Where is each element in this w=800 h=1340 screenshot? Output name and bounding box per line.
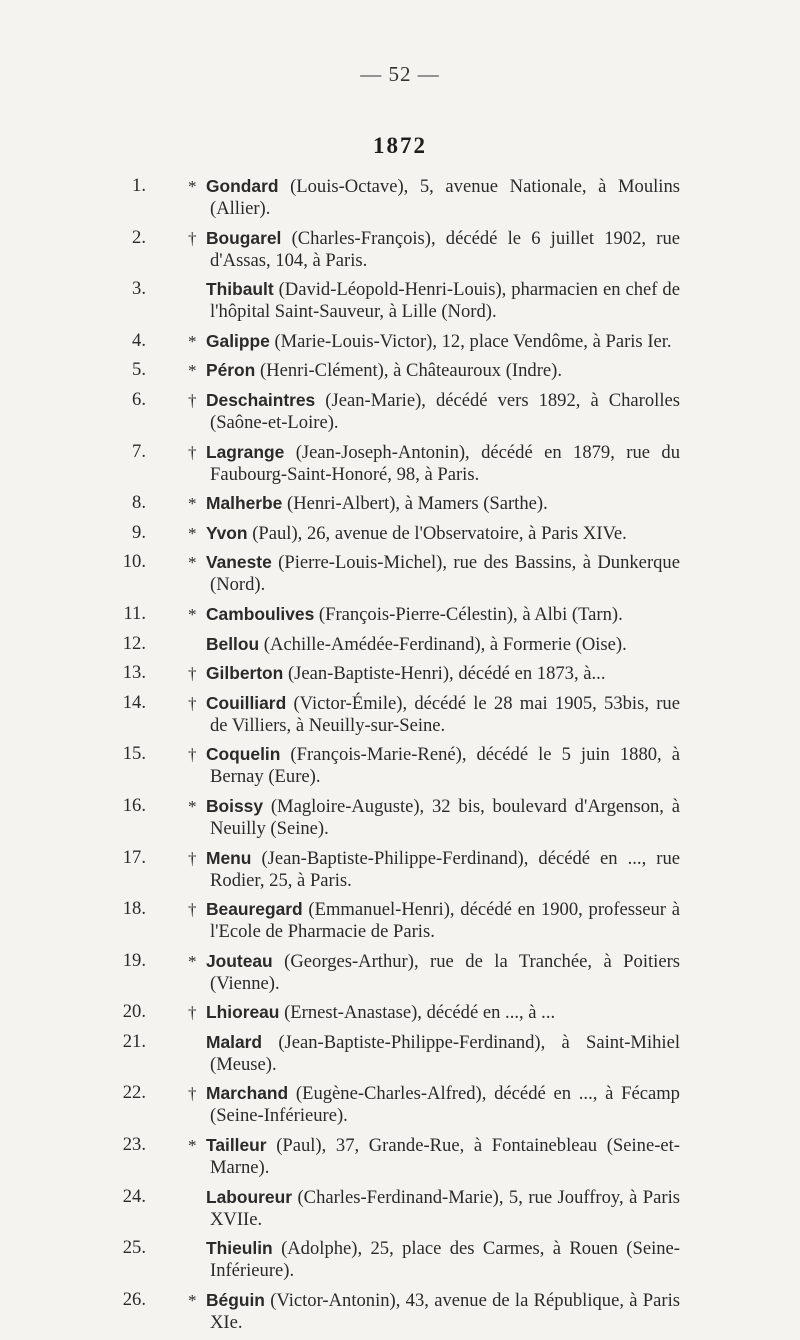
entry-number: 10. (122, 551, 146, 573)
list-item (0, 227, 800, 272)
entry-number: 15. (122, 743, 146, 765)
entry-number: 16. (122, 794, 146, 816)
entry-detail: (Pierre-Louis-Michel), rue des Bassins, à Dunkerque (Nord). (210, 552, 680, 596)
entry-name: Coquelin (206, 744, 281, 765)
list-item (0, 847, 800, 892)
entry-mark: † (188, 848, 197, 868)
entry-detail: (Emmanuel-Henri), décédé en 1900, professeur à l'Ecole de Pharmacie de Paris. (210, 899, 680, 943)
entry-mark: * (188, 523, 197, 543)
entry-detail: (Jean-Baptiste-Philippe-Ferdinand), à Saint-Mihiel (Meuse). (210, 1031, 680, 1075)
entry-detail: (Adolphe), 25, place des Carmes, à Rouen (Seine-Inférieure). (210, 1238, 680, 1282)
entry-mark: * (188, 494, 197, 514)
list-item (0, 389, 800, 434)
entry-list (0, 175, 800, 1340)
entry-detail: (Eugène-Charles-Alfred), décédé en ..., à Fécamp (Seine-Inférieure). (210, 1083, 680, 1127)
entry-number: 25. (122, 1237, 146, 1259)
list-item (0, 492, 800, 515)
entry-detail: (Louis-Octave), 5, avenue Nationale, à Moulins (Allier). (210, 176, 680, 219)
entry-name: Jouteau (206, 950, 273, 971)
entry-detail: (Paul), 37, Grande-Rue, à Fontainebleau (Seine-et-Marne). (210, 1135, 680, 1179)
entry-name: Lhioreau (206, 1002, 280, 1023)
list-item (0, 522, 800, 545)
entry-mark: † (188, 442, 197, 462)
entry-mark: * (188, 1136, 197, 1156)
entry-name: Thieulin (206, 1238, 273, 1259)
entry-mark: † (188, 745, 197, 765)
entry-name: Gondard (206, 176, 279, 196)
list-item (0, 551, 800, 596)
entry-mark: † (188, 1084, 197, 1104)
list-item (0, 1186, 800, 1231)
entry-name: Lagrange (206, 441, 285, 462)
entry-name: Menu (206, 847, 252, 868)
entry-detail: (Victor-Antonin), 43, avenue de la République, à Paris XIe. (210, 1289, 680, 1333)
entry-number: 4. (132, 329, 146, 351)
list-item (0, 1031, 800, 1076)
entry-detail: (Achille-Amédée-Ferdinand), à Formerie (Oise). (263, 633, 627, 655)
entry-name: Galippe (206, 330, 270, 351)
entry-detail: (François-Pierre-Célestin), à Albi (Tarn). (318, 603, 623, 625)
entry-detail: (Jean-Joseph-Antonin), décédé en 1879, rue du Faubourg-Saint-Honoré, 98, à Paris. (210, 441, 680, 485)
entry-detail: (Jean-Baptiste-Philippe-Ferdinand), décédé en ..., rue Rodier, 25, à Paris. (210, 847, 680, 891)
entry-number: 2. (132, 226, 146, 248)
entry-detail: (Charles-Ferdinand-Marie), 5, rue Jouffroy, à Paris XVIIe. (210, 1186, 680, 1230)
list-item (0, 1134, 800, 1179)
entry-detail: (Henri-Albert), à Mamers (Sarthe). (287, 493, 548, 515)
year-heading: 1872 (373, 133, 427, 158)
entry-number: 5. (132, 359, 146, 381)
entry-number: 13. (122, 662, 146, 684)
entry-detail: (Jean-Baptiste-Henri), décédé en 1873, à... (287, 663, 606, 685)
entry-name: Vaneste (206, 552, 272, 573)
list-item (0, 1237, 800, 1282)
list-item (0, 330, 800, 353)
entry-name: Deschaintres (206, 389, 316, 410)
list-item (0, 441, 800, 486)
entry-number: 12. (122, 632, 146, 654)
entry-mark: * (188, 553, 197, 573)
entry-name: Bellou (206, 633, 260, 654)
entry-number: 11. (123, 602, 146, 624)
entry-number: 22. (122, 1082, 146, 1104)
entry-name: Laboureur (206, 1186, 292, 1207)
list-item (0, 743, 800, 788)
entry-mark: * (188, 951, 197, 971)
entry-number: 17. (122, 846, 146, 868)
list-item (0, 898, 800, 943)
entry-name: Malherbe (206, 493, 283, 514)
entry-name: Boissy (206, 795, 264, 816)
entry-detail: (Magloire-Auguste), 32 bis, boulevard d'Argenson, à Neuilly (Seine). (210, 795, 680, 839)
list-item (0, 795, 800, 840)
entry-detail: (Georges-Arthur), rue de la Tranchée, à Poitiers (Vienne). (210, 950, 680, 994)
entry-detail: (Henri-Clément), à Châteauroux (Indre). (259, 360, 562, 382)
entry-number: 21. (122, 1030, 146, 1052)
list-item (0, 603, 800, 626)
entry-detail: (Paul), 26, avenue de l'Observatoire, à Paris XIVe. (252, 522, 627, 544)
entry-name: Bougarel (206, 227, 282, 248)
entry-mark: * (188, 604, 197, 624)
entry-number: 7. (132, 440, 146, 462)
entry-mark: * (188, 796, 197, 816)
entry-name: Yvon (206, 522, 248, 543)
list-item (0, 1001, 800, 1024)
entry-name: Gilberton (206, 663, 284, 684)
entry-name: Couilliard (206, 692, 287, 713)
entry-number: 26. (122, 1288, 146, 1310)
list-item (0, 692, 800, 737)
entry-name: Thibault (206, 279, 274, 300)
entry-name: Béguin (206, 1289, 265, 1310)
entry-number: 23. (122, 1134, 146, 1156)
list-item (0, 278, 800, 323)
entry-mark: * (188, 1290, 197, 1310)
list-item (0, 1082, 800, 1127)
entry-number: 24. (122, 1185, 146, 1207)
entry-detail: (François-Marie-René), décédé le 5 juin 1880, à Bernay (Eure). (210, 744, 680, 788)
list-item (0, 633, 800, 656)
entry-name: Tailleur (206, 1135, 267, 1156)
entry-detail: (Charles-François), décédé le 6 juillet 1902, rue d'Assas, 104, à Paris. (210, 227, 680, 271)
entry-mark: † (188, 390, 197, 410)
entry-number: 9. (132, 521, 146, 543)
entry-number: 19. (122, 949, 146, 971)
entry-detail: (Jean-Marie), décédé vers 1892, à Charolles (Saône-et-Loire). (210, 389, 680, 433)
entry-mark: † (188, 1003, 197, 1023)
entry-number: 8. (132, 492, 146, 514)
entry-number: 1. (132, 175, 146, 196)
entry-detail: (David-Léopold-Henri-Louis), pharmacien en chef de l'hôpital Saint-Sauveur, à Lille (Nord). (210, 279, 680, 323)
entry-mark: * (188, 361, 197, 381)
entry-number: 3. (132, 278, 146, 300)
list-item (0, 662, 800, 685)
page-number: — 52 — (360, 62, 440, 86)
entry-number: 20. (122, 1001, 146, 1023)
entry-detail: (Victor-Émile), décédé le 28 mai 1905, 53bis, rue de Villiers, à Neuilly-sur-Seine. (210, 692, 680, 736)
list-item (0, 950, 800, 995)
entry-name: Camboulives (206, 603, 315, 624)
list-item (0, 359, 800, 382)
entry-name: Malard (206, 1031, 263, 1052)
entry-mark: * (188, 177, 197, 196)
entry-number: 14. (122, 691, 146, 713)
entry-mark: † (188, 228, 197, 248)
entry-detail: (Ernest-Anastase), décédé en ..., à ... (284, 1002, 556, 1024)
entry-name: Péron (206, 360, 256, 381)
entry-number: 6. (132, 388, 146, 410)
list-item (0, 175, 800, 220)
entry-number: 18. (122, 898, 146, 920)
entry-mark: † (188, 693, 197, 713)
entry-name: Beauregard (206, 899, 303, 920)
entry-mark: * (188, 331, 197, 351)
entry-name: Marchand (206, 1083, 289, 1104)
entry-mark: † (188, 900, 197, 920)
list-item (0, 1289, 800, 1334)
entry-mark: † (188, 664, 197, 684)
entry-detail: (Marie-Louis-Victor), 12, place Vendôme, à Paris Ier. (274, 330, 672, 352)
